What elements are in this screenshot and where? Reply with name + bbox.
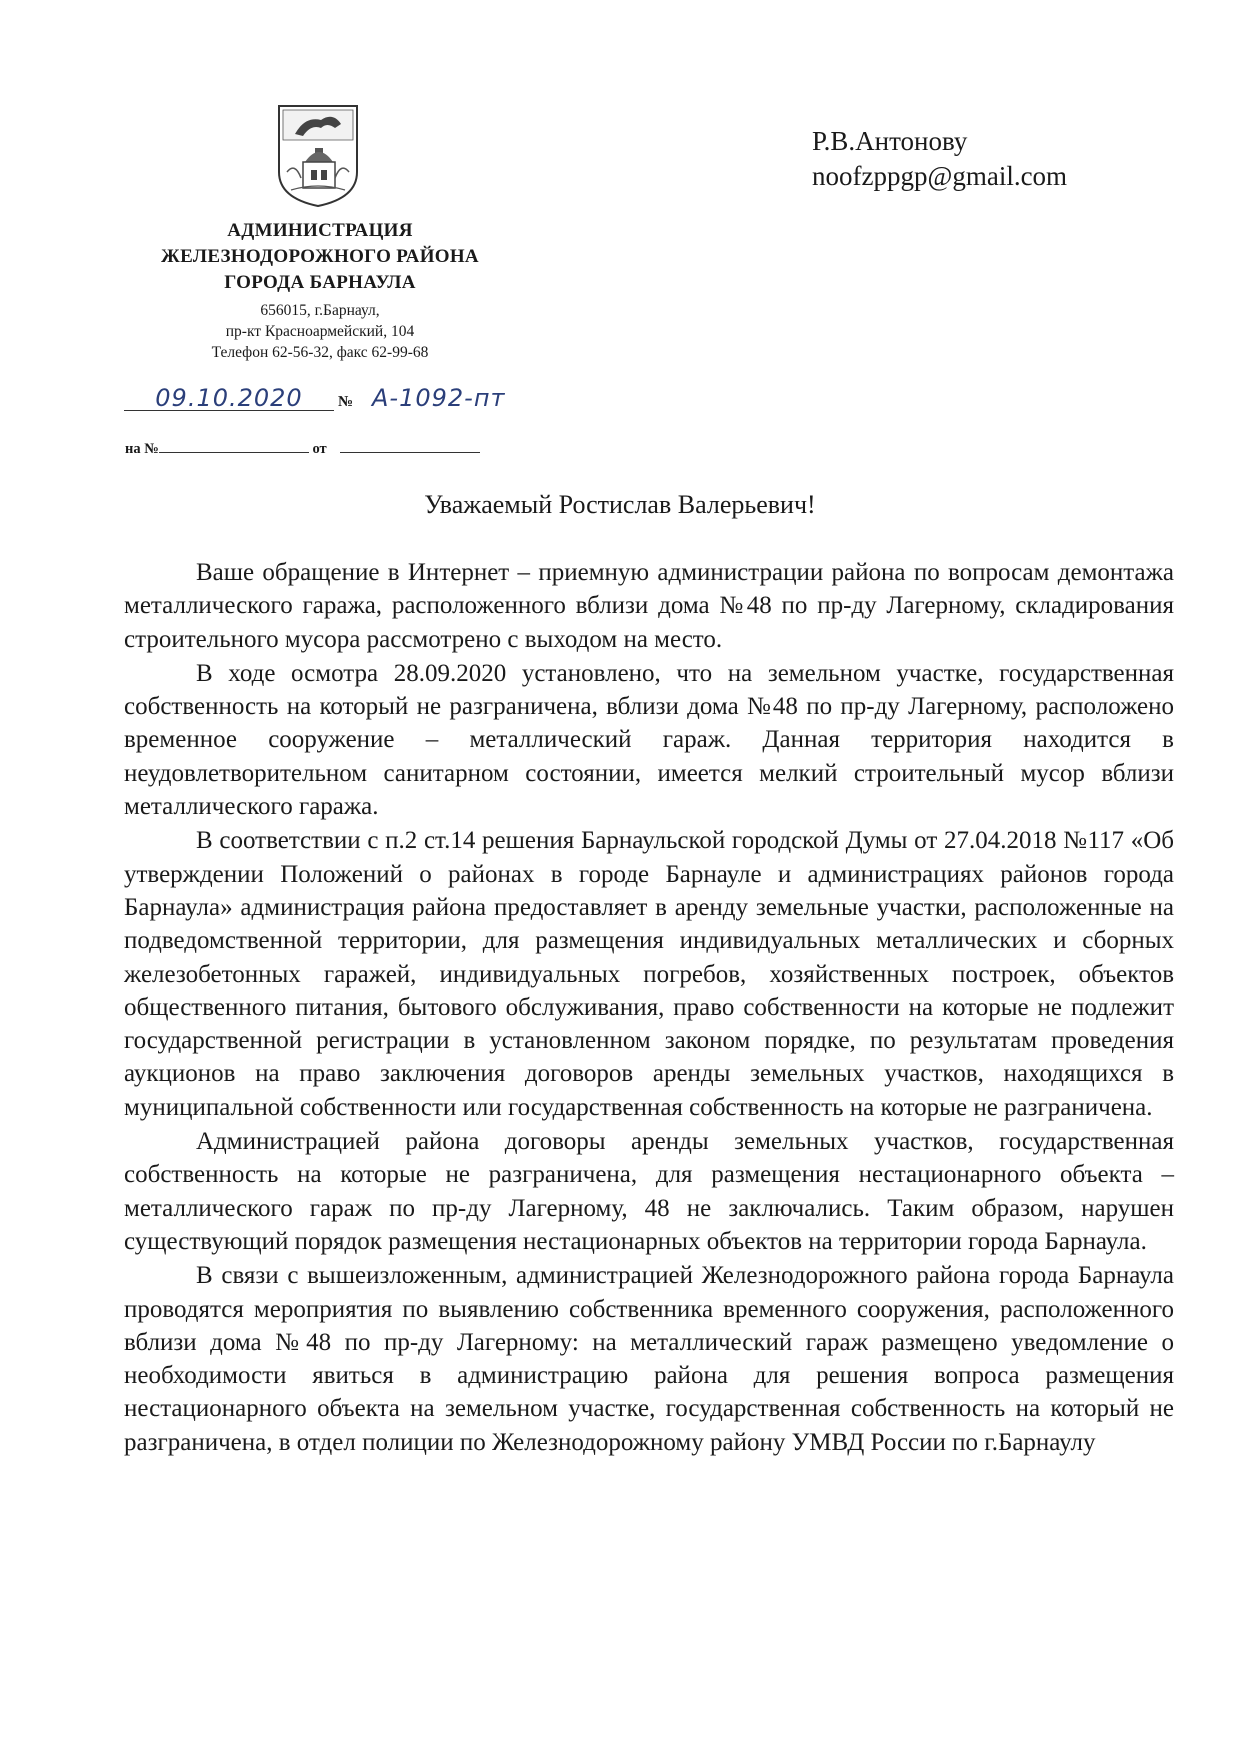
body-paragraph: В соответствии с п.2 ст.14 решения Барнаульской городской Думы от 27.04.2018 №117 «Об утверждении Положений о районах в городе Барнауле и администрациях районов города Барнаула» администрация района предоставляет в аренду земельные участки, расположенные на подведомственной территории, для размещения индивидуальных металлических и сборных железобетонных гаражей, индивидуальных погребов, хозяйственных построек, объектов общественного питания, бытового обслуживания, право собственности на которые не подлежит государственной регистрации в установленном законом порядке, по результатам проведения аукционов на право заключения договоров аренды земельных участков, находящихся в муниципальной собственности или государственная собственность на которые не разграничена. (124, 827, 1174, 1121)
reference-line (125, 438, 480, 458)
org-line: ГОРОДА БАРНАУЛА (224, 272, 416, 293)
org-line: ЖЕЛЕЗНОДОРОЖНОГО РАЙОНА (161, 246, 479, 267)
body-paragraph: В связи с вышеизложенным, администрацией Железнодорожного района города Барнаула проводятся мероприятия по выявлению собственника временного сооружения, расположенного вблизи дома №48 по пр-ду Лагерному: на металлический гараж размещено уведомление о необходимости явиться в администрацию района для решения вопроса размещения нестационарного объекта на земельном участке, государственная собственность на который не разграничена, в отдел полиции по Железнодорожному району УМВД России по г.Барнаулу (124, 1262, 1174, 1456)
recipient-email: noofzppgp@gmail.com (812, 161, 1068, 191)
organization-address (150, 300, 490, 363)
letter-body (124, 556, 1174, 1460)
coat-of-arms-icon (275, 102, 361, 210)
reference-prefix: на № (125, 441, 159, 457)
reference-date-blank (340, 438, 480, 453)
address-line: пр-кт Красноармейский, 104 (225, 323, 415, 340)
org-line: АДМИНИСТРАЦИЯ (227, 220, 413, 241)
body-paragraph: Ваше обращение в Интернет – приемную администрации района по вопросам демонтажа металлического гаража, расположенного вблизи дома №48 по пр-ду Лагерному, складирования строительного мусора рассмотрено с выходом на место. (124, 559, 1174, 653)
reference-from-label: от (312, 441, 327, 457)
registration-number: А-1092-пт (372, 384, 506, 412)
registration-number-label: № (338, 394, 354, 410)
address-line: Телефон 62-56-32, факс 62-99-68 (211, 344, 429, 361)
body-paragraph: В ходе осмотра 28.09.2020 установлено, что на земельном участке, государственная собственность на который не разграничена, вблизи дома №48 по пр-ду Лагерному, расположено временное сооружение – металлический гараж. Данная территория находится в неудовлетворительном санитарном состоянии, имеется мелкий строительный мусор вблизи металлического гаража. (124, 659, 1174, 821)
body-paragraph: Администрацией района договоры аренды земельных участков, государственная собственность на которые не разграничена, для размещения нестационарного объекта – металлического гараж по пр-ду Лагерному, 48 не заключались. Таким образом, нарушен существующий порядок размещения нестационарных объектов на территории города Барнаула. (124, 1128, 1174, 1255)
greeting: Уважаемый Ростислав Валерьевич! (424, 490, 816, 519)
organization-name (130, 218, 510, 296)
recipient-name: Р.В.Антонову (812, 126, 968, 156)
registration-date: 09.10.2020 (124, 384, 334, 411)
recipient-block (812, 124, 1172, 194)
reference-number-blank (159, 438, 309, 453)
address-line: 656015, г.Барнаул, (260, 302, 380, 319)
